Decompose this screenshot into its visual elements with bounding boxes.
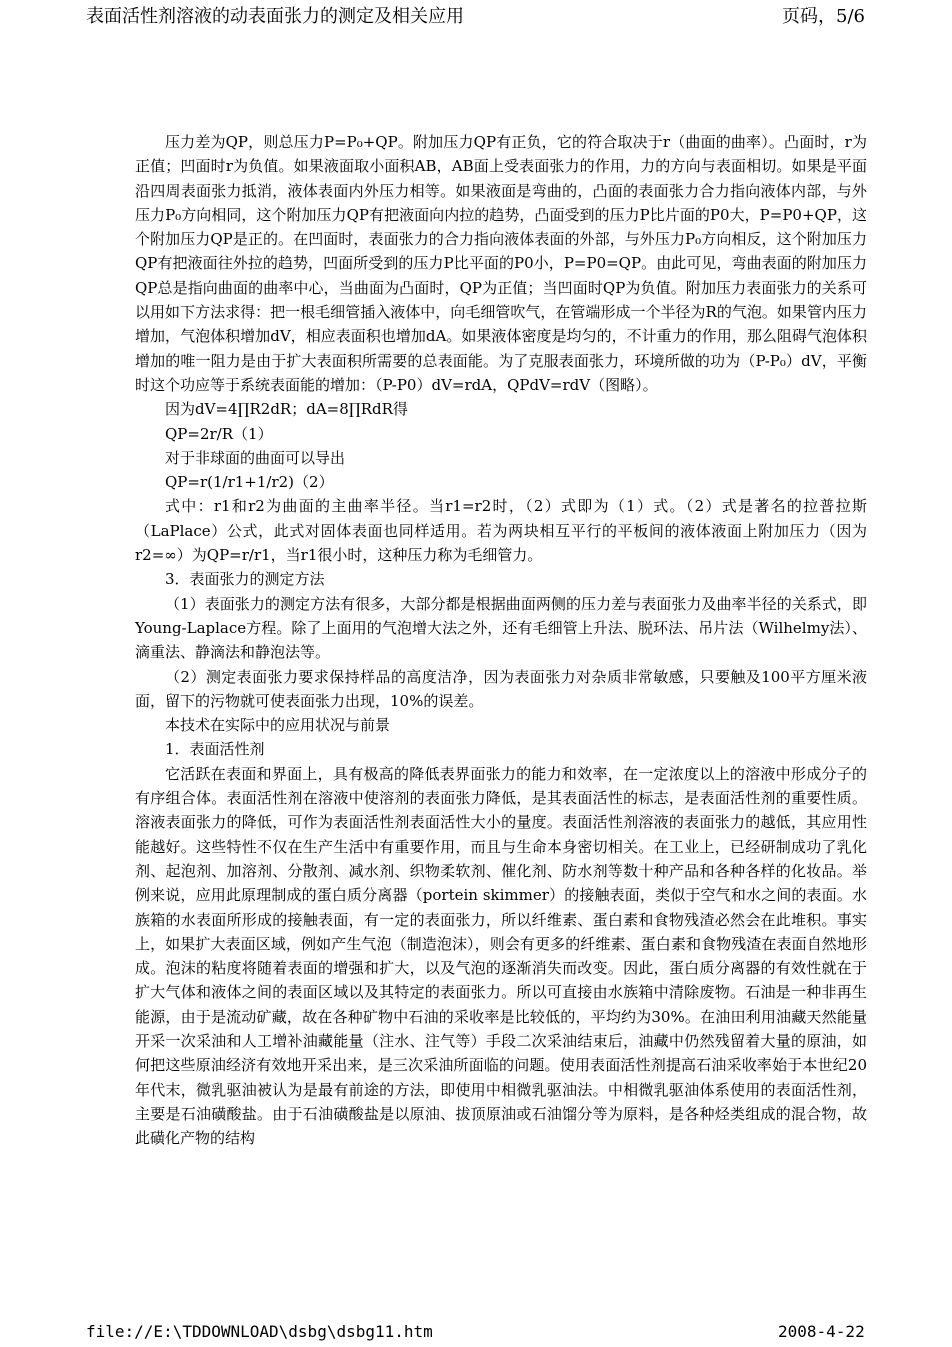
paragraph: 因为dV=4∏R2dR；dA=8∏RdR得 [165, 400, 408, 419]
section-heading: 3．表面张力的测定方法 [165, 570, 325, 589]
paragraph: （1）表面张力的测定方法有很多，大部分都是根据曲面两侧的压力差与表面张力及曲率半径的关系式，即Young-Laplace方程。除了上面用的气泡增大法之外，还有毛细管上升法、脱环法、吊片法（Wilhelmy法）、滴重法、静滴法和静泡法等。 [135, 594, 867, 662]
print-date: 2008-4-22 [778, 1322, 865, 1341]
paragraph: 式中：r1和r2为曲面的主曲率半径。当r1=r2时，（2）式即为（1）式。（2）式是著名的拉普拉斯（LaPlace）公式，此式对固体表面也同样适用。若为两块相互平行的平板间的液体液面上附加压力（因为r2=∞）为QP=r/r1，当r1很小时，这种压力称为毛细管力。 [135, 497, 867, 565]
page-header [0, 0, 952, 28]
paragraph: QP=r(1/r1+1/r2)（2） [165, 473, 334, 492]
article-body [135, 130, 867, 1150]
file-path: file://E:\TDDOWNLOAD\dsbg\dsbg11.htm [86, 1322, 433, 1341]
section-heading: 1．表面活性剂 [165, 740, 265, 759]
paragraph: 它活跃在表面和界面上，具有极高的降低表界面张力的能力和效率，在一定浓度以上的溶液中形成分子的有序组合体。表面活性剂在溶液中使溶剂的表面张力降低，是其表面活性的标志，是表面活性剂的重要性质。溶液表面张力的降低，可作为表面活性剂表面活性大小的量度。表面活性剂溶液的表面张力的越低，其应用性能越好。这些特性不仅在生产生活中有重要作用，而且与生命本身密切相关。在工业上，已经研制成功了乳化剂、起泡剂、加溶剂、分散剂、减水剂、织物柔软剂、催化剂、防水剂等数十种产品和各种各样的化妆品。举例来说，应用此原理制成的蛋白质分离器（portein skimmer）的接触表面，类似于空气和水之间的表面。水族箱的水表面所形成的接触表面，有一定的表面张力，所以纤维素、蛋白素和食物残渣必然会在此堆积。事实上，如果扩大表面区域，例如产生气泡（制造泡沫），则会有更多的纤维素、蛋白素和食物残渣在表面自然地形成。泡沫的粘度将随着表面的增强和扩大，以及气泡的逐渐消失而改变。因此，蛋白质分离器的有效性就在于扩大气体和液体之间的表面区域以及其特定的表面张力。所以可直接由水族箱中清除废物。石油是一种非再生能源，由于是流动矿藏，故在各种矿物中石油的采收率是比较低的，平均约为30%。在油田利用油藏天然能量开采一次采油和人工增补油藏能量（注水、注气等）手段二次采油结束后，油藏中仍然残留着大量的原油，如何把这些原油经济有效地开采出来，是三次采油所面临的问题。使用表面活性剂提高石油采收率始于本世纪20年代末，微乳驱油被认为是最有前途的方法，即使用中相微乳驱油法。中相微乳驱油体系使用的表面活性剂，主要是石油磺酸盐。由于石油磺酸盐是以原油、拔顶原油或石油馏分等为原料，是各种烃类组成的混合物，故此磺化产物的结构 [135, 764, 867, 1148]
paragraph: 压力差为QP，则总压力P=P₀+QP。附加压力QP有正负，它的符合取决于r（曲面的曲率）。凸面时，r为正值；凹面时r为负值。如果液面取小面积AB，AB面上受表面张力的作用，力的方向与表面相切。如果是平面沿四周表面张力抵消，液体表面内外压力相等。如果液面是弯曲的，凸面的表面张力合力指向液体内部，与外压力P₀方向相同，这个附加压力QP有把液面向内拉的趋势，凸面受到的压力P比片面的P0大，P=P0+QP，这个附加压力QP是正的。在凹面时，表面张力的合力指向液体表面的外部，与外压力P₀方向相反，这个附加压力QP有把液面往外拉的趋势，凹面所受到的压力P比平面的P0小，P=P0=QP。由此可见，弯曲表面的附加压力QP总是指向曲面的曲率中心，当曲面为凸面时，QP为正值；当凹面时QP为负值。附加压力表面张力的关系可以用如下方法求得：把一根毛细管插入液体中，向毛细管吹气，在管端形成一个半径为R的气泡。如果管内压力增加，气泡体积增加dV，相应表面积也增加dA。如果液体密度是均匀的，不计重力的作用，那么阻碍气泡体积增加的唯一阻力是由于扩大表面积所需要的总表面能。为了克服表面张力，环境所做的功为（P-P₀）dV，平衡时这个功应等于系统表面能的增加：（P-P0）dV=rdA，QPdV=rdV（图略）。 [135, 133, 867, 394]
paragraph: QP=2r/R（1） [165, 424, 273, 443]
section-heading: 本技术在实际中的应用状况与前景 [165, 716, 391, 735]
page-number: 页码，5/6 [782, 6, 865, 27]
document-title: 表面活性剂溶液的动表面张力的测定及相关应用 [86, 6, 464, 27]
paragraph: 对于非球面的曲面可以导出 [165, 448, 346, 467]
paragraph: （2）测定表面张力要求保持样品的高度洁净，因为表面张力对杂质非常敏感，只要触及100平方厘米液面，留下的污物就可使表面张力出现，10%的误差。 [135, 667, 867, 710]
